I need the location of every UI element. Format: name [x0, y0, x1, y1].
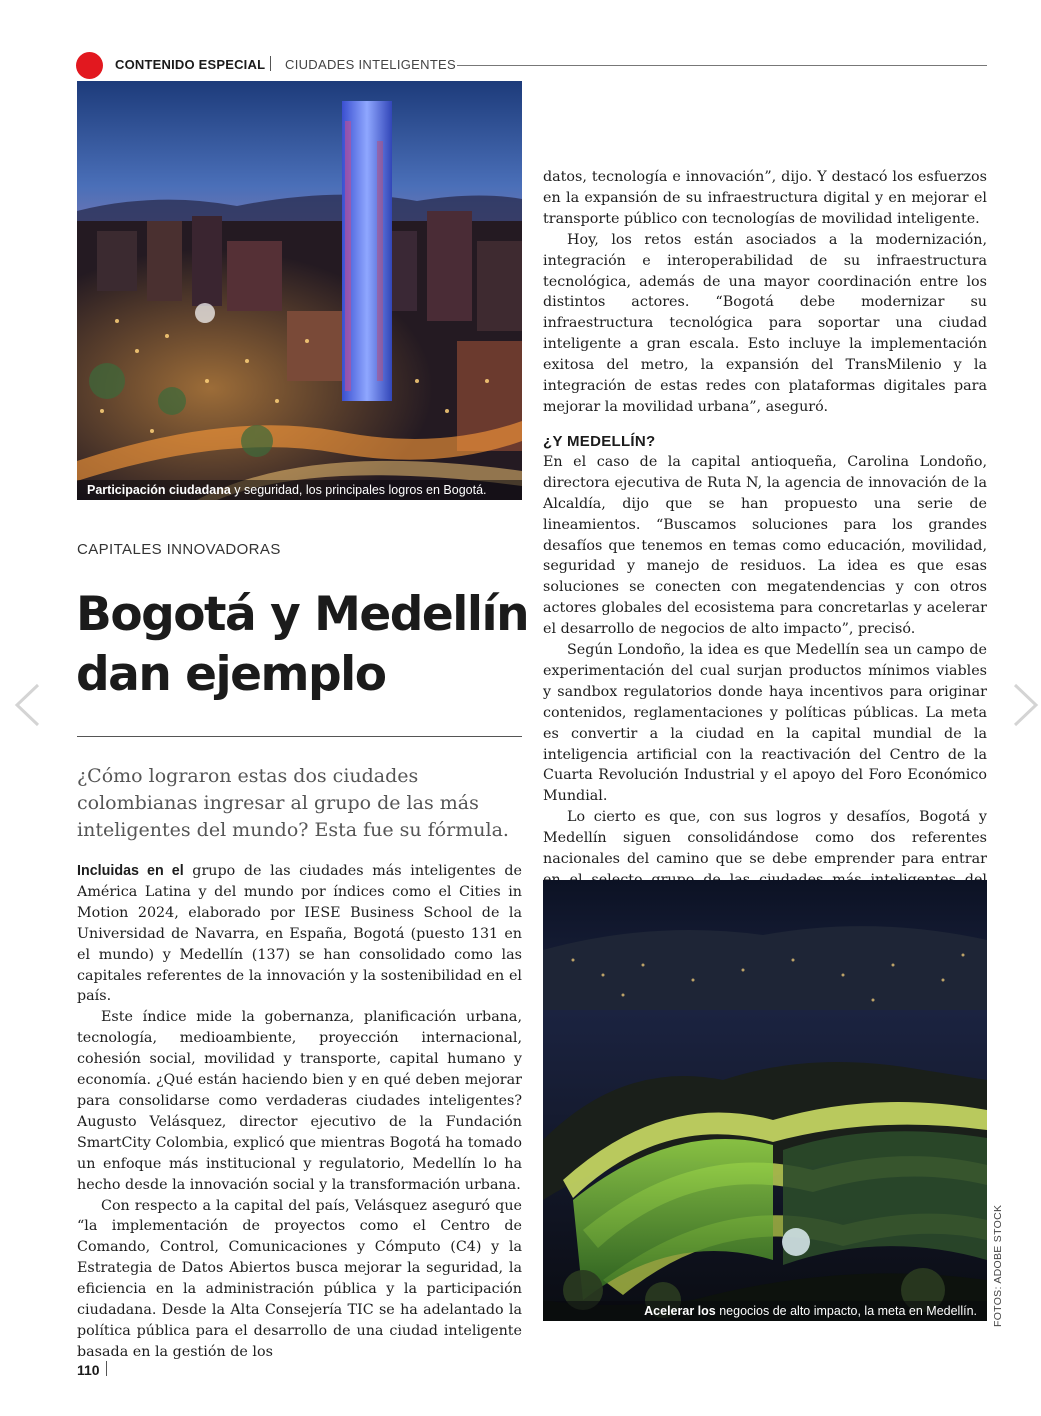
chevron-right-icon [1011, 682, 1041, 728]
page-number-divider [106, 1361, 107, 1376]
section-dot-icon [76, 52, 103, 79]
chevron-left-icon [12, 682, 42, 728]
body-column-left [77, 861, 522, 1363]
body-paragraph: Según Londoño, la idea es que Medellín sea un campo de experimentación del cual surjan productos mínimos viables y sandbox regulatorios donde haya incentivos para originar contenidos, reglamentaciones y políticas públicas. La meta es convertir a la ciudad en la capital mundial de la inteligencia artificial con la reactivación del Centro de la Cuarta Revolución Industrial y el apoyo del Foro Económico Mundial. [543, 642, 987, 805]
article-headline: Bogotá y Medellín dan ejemplo [76, 587, 529, 702]
photo-medellin-image [543, 880, 987, 1321]
body-column-right [543, 167, 987, 912]
body-paragraph: Hoy, los retos están asociados a la modernización, integración e interoperabilidad de su infraestructura tecnológica, además de una mayor coordinación entre los distintos actores. “Bogotá debe modernizar su infraestructura tecnológica para soportar una ciudad inteligente a gran escala. Esto incluye la implementación exitosa del metro, la expansión del TransMilenio y la integración de estas redes con plataformas digitales para mejorar la movilidad urbana”, aseguró. [543, 231, 987, 415]
body-paragraph: En el caso de la capital antioqueña, Carolina Londoño, directora ejecutiva de Ruta N, la agencia de innovación de la Alcaldía, dijo que se han propuesto una serie de lineamientos. “Buscamos soluciones para los grandes desafíos que tenemos en temas como educación, movilidad, seguridad y manejo de residuos. La idea es que esas soluciones se conecten con megatendencias y con otros actores globales del ecosistema para concretarlas y acelerar el desarrollo de negocios de alto impacto”, precisó. [543, 453, 987, 638]
header-rule [457, 65, 987, 66]
header-divider [270, 56, 271, 71]
headline-rule [77, 736, 522, 737]
body-paragraph: datos, tecnología e innovación”, dijo. Y destacó los esfuerzos en la expansión de su infraestructura digital y en mejorar el transporte público con tecnologías de movilidad inteligente. [543, 169, 987, 227]
page-number: 110 [77, 1362, 100, 1378]
body-paragraph: Con respecto a la capital del país, Velásquez aseguró que “la implementación de proyectos como el Centro de Comando, Control, Comunicaciones y Cómputo (C4) y la Estrategia de Datos Abiertos busca mejorar la seguridad, la eficiencia en la administración pública y la participación ciudadana. Desde la Alta Consejería TIC se ha adelantado la política pública para el desarrollo de una ciudad inteligente basada en la gestión de los [77, 1197, 522, 1360]
photo-bogota [77, 81, 522, 500]
photo-bogota-caption: Participación ciudadana y seguridad, los principales logros en Bogotá. [77, 480, 522, 500]
section-label: CONTENIDO ESPECIAL [115, 57, 266, 72]
body-paragraph: Lo cierto es que, con sus logros y desafíos, Bogotá y Medellín siguen consolidándose como dos referentes nacionales del camino que se debe emprender para entrar [543, 807, 987, 912]
photo-medellin [543, 880, 987, 1321]
body-paragraph: Incluidas en el grupo de las ciudades más inteligentes de América Latina y del mundo por índices como el Cities in Motion 2024, elaborado por IESE Business School de la Universidad de Navarra, en España, Bogotá (puesto 131 en el mundo) y Medellín (137) se han consolidado como las capitales referentes de la innovación y la sostenibilidad en el país. [77, 863, 522, 1005]
subhead-medellin: ¿Y MEDELLÍN? [543, 432, 656, 450]
prev-page-button[interactable] [12, 682, 42, 728]
photo-credit: FOTOS: ADOBE STOCK [992, 1204, 1004, 1327]
article-deck: ¿Cómo lograron estas dos ciudades colombianas ingresar al grupo de las más inteligentes del mundo? Esta fue su fórmula. [77, 765, 509, 841]
article-kicker: CAPITALES INNOVADORAS [77, 541, 281, 558]
photo-bogota-image [77, 81, 522, 500]
photo-medellin-caption: Acelerar los negocios de alto impacto, la meta en Medellín. [543, 1301, 987, 1321]
next-page-button[interactable] [1011, 682, 1041, 728]
body-paragraph: Este índice mide la gobernanza, planificación urbana, tecnología, medioambiente, proyección internacional, cohesión social, movilidad y transporte, capital humano y economía. ¿Qué están haciendo bien y en qué deben mejorar para consolidarse como verdaderas ciudades inteligentes? Augusto Velásquez, director ejecutivo de la Fundación SmartCity Colombia, explicó que mientras Bogotá ha tomado un enfoque más institucional y regulatorio, Medellín lo ha hecho desde la innovación social y la transformación urbana. [77, 1009, 522, 1193]
subsection-label: CIUDADES INTELIGENTES [285, 57, 456, 72]
